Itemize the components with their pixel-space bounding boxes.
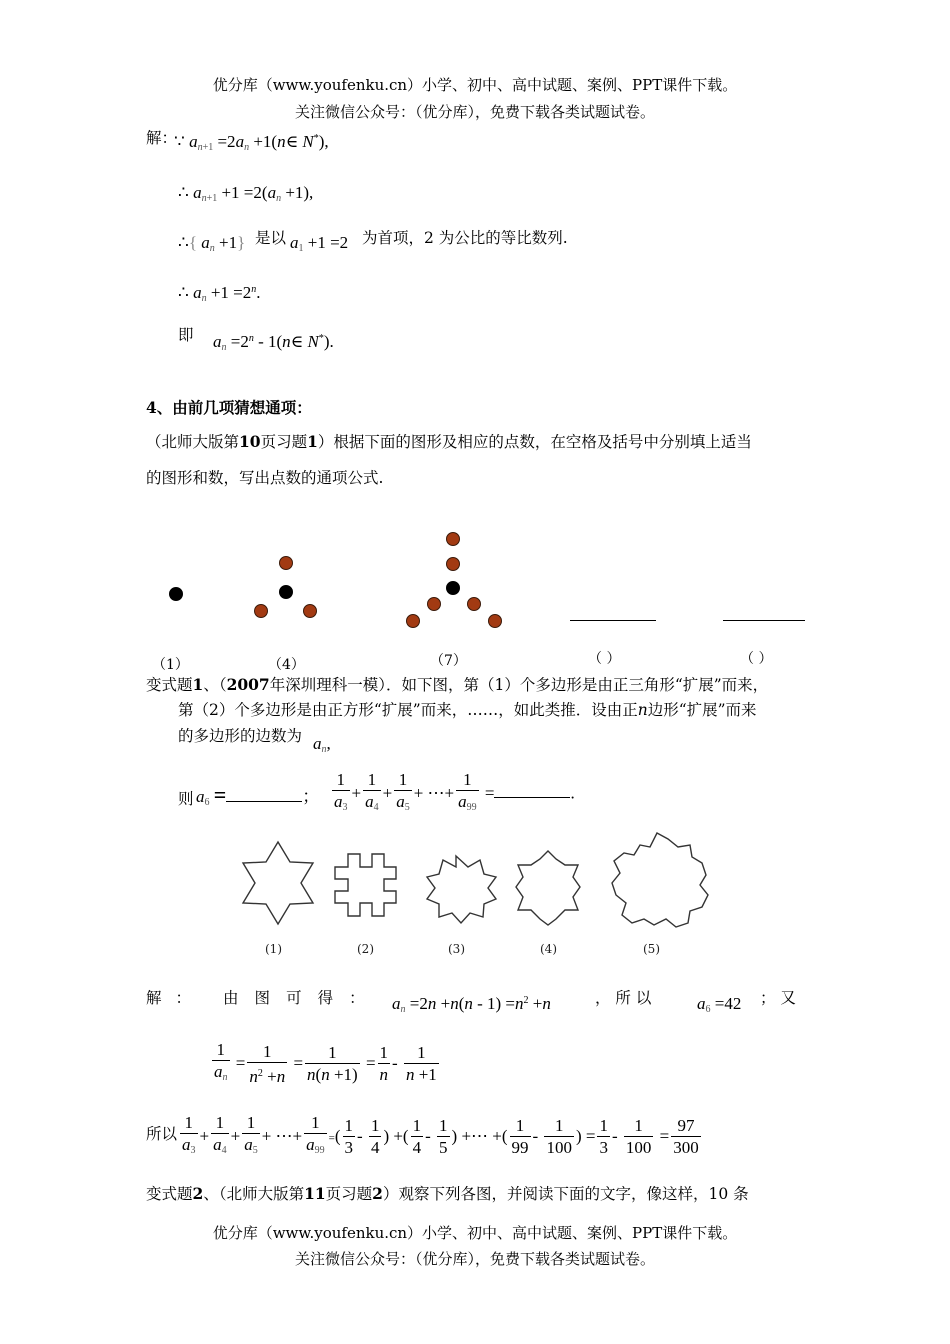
variant-1-ask-sum: $\frac{1}{a_3}$ + $\frac{1}{a_4}$ + $\frac{1}{a_5}$ + ⋯+ $\frac{1}{a_{99}}$ = . — [330, 770, 575, 819]
variant-1-line-3: 的多边形的边数为 — [178, 727, 303, 745]
polygon-caption: (5) — [643, 942, 660, 956]
variant-1-line-2: 第（2）个多边形是由正方形“扩展”而来，……，如此类推．设由正n边形“扩展”而来 — [178, 701, 757, 719]
hexagon-expanded-shape — [516, 851, 580, 925]
variant-1-ask-a6: $a_6$ = ； — [196, 782, 320, 808]
section-4-intro-line-2: 的图形和数，写出点数的通项公式. — [146, 469, 384, 487]
figure-3-dot — [467, 597, 481, 611]
solution-step-5-label: 即 — [178, 326, 194, 344]
cross-shape — [335, 854, 396, 916]
variant-1-ask-label: 则 — [178, 790, 194, 808]
blank-figure-line — [723, 620, 805, 621]
blank-figure-line — [570, 620, 656, 621]
polygon-caption: (3) — [448, 942, 465, 956]
solution-2-decomposition: $\frac{1}{a_n}$ = $\frac{1}{n^2 +n}$ = $\frac{1}{n(n +1)}$ = $\frac{1}{n}$ - $\frac{1}{n +1}$ — [210, 1040, 441, 1089]
solution-step-4: ∴ $a_n +1 =2^n$. — [178, 283, 261, 304]
dots-label: （ ） — [740, 651, 773, 667]
solution-step-3-text-1: 是以 — [255, 229, 287, 247]
figure-3-dot — [406, 614, 420, 628]
heptagon-expanded-shape — [612, 833, 708, 927]
figure-2-dot-right — [303, 604, 317, 618]
solution-2-label: 解 ： 由 图 可 得 ： — [146, 989, 365, 1007]
solution-step-3-text-2: 为首项，2 为公比的等比数列. — [362, 229, 568, 247]
dots-label: （1） — [152, 657, 189, 673]
footer-line-1: 优分库（www.youfenku.cn）小学、初中、高中试题、案例、PPT课件下载。 — [212, 1224, 738, 1242]
solution-2-tail: ； 又 — [760, 989, 796, 1007]
variant-2-text: 变式题2、（北师大版第11页习题2）观察下列各图，并阅读下面的文字，像这样，10 条 — [146, 1184, 749, 1203]
figure-3-dot — [488, 614, 502, 628]
pentagon-expanded-shape — [427, 856, 496, 923]
solution-step-1: ∵ $a_{n+1} =2a_n$ +1(n∈ N*), — [174, 132, 329, 153]
dots-label: （4） — [268, 657, 305, 673]
polygon-caption: (1) — [265, 942, 282, 956]
dots-label: （7） — [430, 653, 467, 669]
polygon-caption: (2) — [357, 942, 374, 956]
dots-label: （ ） — [588, 651, 621, 667]
solution-2-mid: ， 所 以 — [595, 989, 652, 1007]
solution-label: 解： — [146, 129, 178, 147]
solution-2-formula: $a_n =2n +n(n - 1) =n^2 +n$ — [392, 994, 551, 1015]
figure-3-dot-center — [446, 581, 460, 595]
solution-2-sum: $\frac{1}{a_3}$ + $\frac{1}{a_4}$ + $\frac{1}{a_5}$ + ⋯+ $\frac{1}{a_{99}}$ =( $\frac{1}{3}$ - $\frac{1}{4}$ ) +( $\frac{1}{4}$ - $\frac{1}{5}$ ) +⋯ +( $\frac{1}{99}$ - $\frac{1}{100}$ ) = $\frac{1}{3}$ - $\frac{1}{100}$ = $\frac{97}{300}$ — [178, 1113, 703, 1162]
polygon-figures — [230, 825, 720, 935]
solution-2-a6: $a_6 =42$ — [697, 994, 742, 1015]
figure-2-dot-top — [279, 556, 293, 570]
section-4-intro: （北师大版第10页习题1）根据下面的图形及相应的点数，在空格及括号中分别填上适当 — [146, 432, 752, 451]
solution-step-3: ∴{ $a_n +1$} — [178, 233, 246, 254]
footer-line-2: 关注微信公众号：（优分库），免费下载各类试题试卷。 — [294, 1250, 655, 1268]
header-line-2: 关注微信公众号：（优分库），免费下载各类试题试卷。 — [294, 103, 655, 121]
solution-step-5: $a_n =2^n$ - 1(n∈ N*). — [213, 332, 334, 353]
section-4-title: 4、由前几项猜想通项： — [146, 398, 312, 417]
polygon-caption: (4) — [540, 942, 557, 956]
figure-3-dot — [446, 557, 460, 571]
hexagram-shape — [243, 842, 313, 924]
solution-step-2: ∴ $a_{n+1} +1 =2(a_n +1)$, — [178, 183, 314, 204]
figure-3-dot — [427, 597, 441, 611]
solution-step-3-formula: $a_1 +1 =2$ — [290, 233, 349, 254]
figure-1-dot — [169, 587, 183, 601]
header-line-1: 优分库（www.youfenku.cn）小学、初中、高中试题、案例、PPT课件下载。 — [212, 76, 738, 94]
figure-2-dot-center — [279, 585, 293, 599]
variant-1-heading: 变式题1、（2007年深圳理科一模）．如下图，第（1）个多边形是由正三角形“扩展”而来， — [146, 675, 769, 694]
solution-2-sum-label: 所以 — [146, 1125, 178, 1143]
variant-1-an: $a_n$, — [313, 734, 331, 755]
figure-3-dot — [446, 532, 460, 546]
figure-2-dot-left — [254, 604, 268, 618]
